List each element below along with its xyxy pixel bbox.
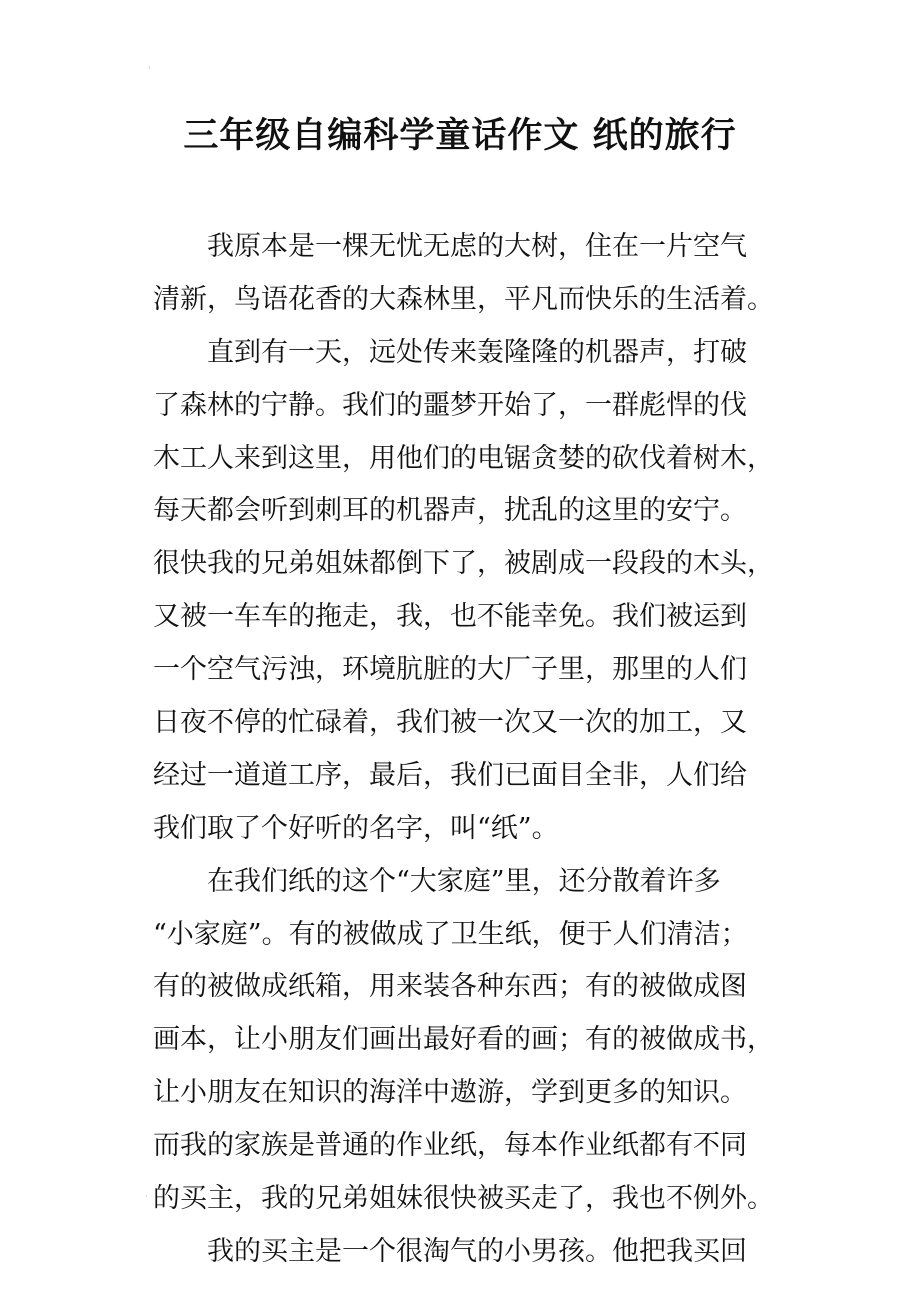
text-line: 在我们纸的这个“大家庭”里，还分散着许多 [153,865,721,897]
text-line: 了森林的宁静。我们的噩梦开始了，一群彪悍的伐 [153,389,747,421]
text-line: 经过一道道工序，最后，我们已面目全非，人们给 [153,759,747,791]
text-line: 画本，让小朋友们画出最好看的画；有的被做成书， [153,1024,774,1056]
text-line: 我们取了个好听的名字，叫“纸”。 [153,812,559,844]
text-line: 清新，鸟语花香的大森林里，平凡而快乐的生活着。 [153,283,774,315]
text-line: 又被一车车的拖走，我，也不能幸免。我们被运到 [153,601,747,633]
text-line: 日夜不停的忙碌着，我们被一次又一次的加工，又 [153,707,747,739]
text-line: 的买主，我的兄弟姐妹很快被买走了，我也不例外。 [153,1183,774,1215]
scan-mark-top: ' [148,66,151,76]
document-title: 三年级自编科学童话作文 纸的旅行 [183,116,737,156]
text-line: 很快我的兄弟姐妹都倒下了，被剧成一段段的木头， [153,548,774,580]
text-line: 直到有一天，远处传来轰隆隆的机器声，打破 [153,336,747,368]
text-line: “小家庭”。有的被做成了卫生纸，便于人们清洁； [153,918,748,950]
text-line: 我的买主是一个很淘气的小男孩。他把我买回 [153,1235,747,1267]
text-line: 让小朋友在知识的海洋中遨游，学到更多的知识。 [153,1077,747,1109]
text-line: 我原本是一棵无忧无虑的大树，住在一片空气 [153,231,747,262]
text-line: 而我的家族是普通的作业纸，每本作业纸都有不同 [153,1130,747,1162]
text-line: 有的被做成纸箱，用来装各种东西；有的被做成图 [153,971,747,1003]
text-line: 每天都会听到刺耳的机器声，扰乱的这里的安宁。 [153,495,747,527]
text-line: 木工人来到这里，用他们的电锯贪婪的砍伐着树木， [153,442,774,474]
text-line: 一个空气污浊，环境肮脏的大厂子里，那里的人们 [153,654,747,686]
scan-mark-bottom: · [145,1192,148,1202]
document-body [153,221,783,1279]
